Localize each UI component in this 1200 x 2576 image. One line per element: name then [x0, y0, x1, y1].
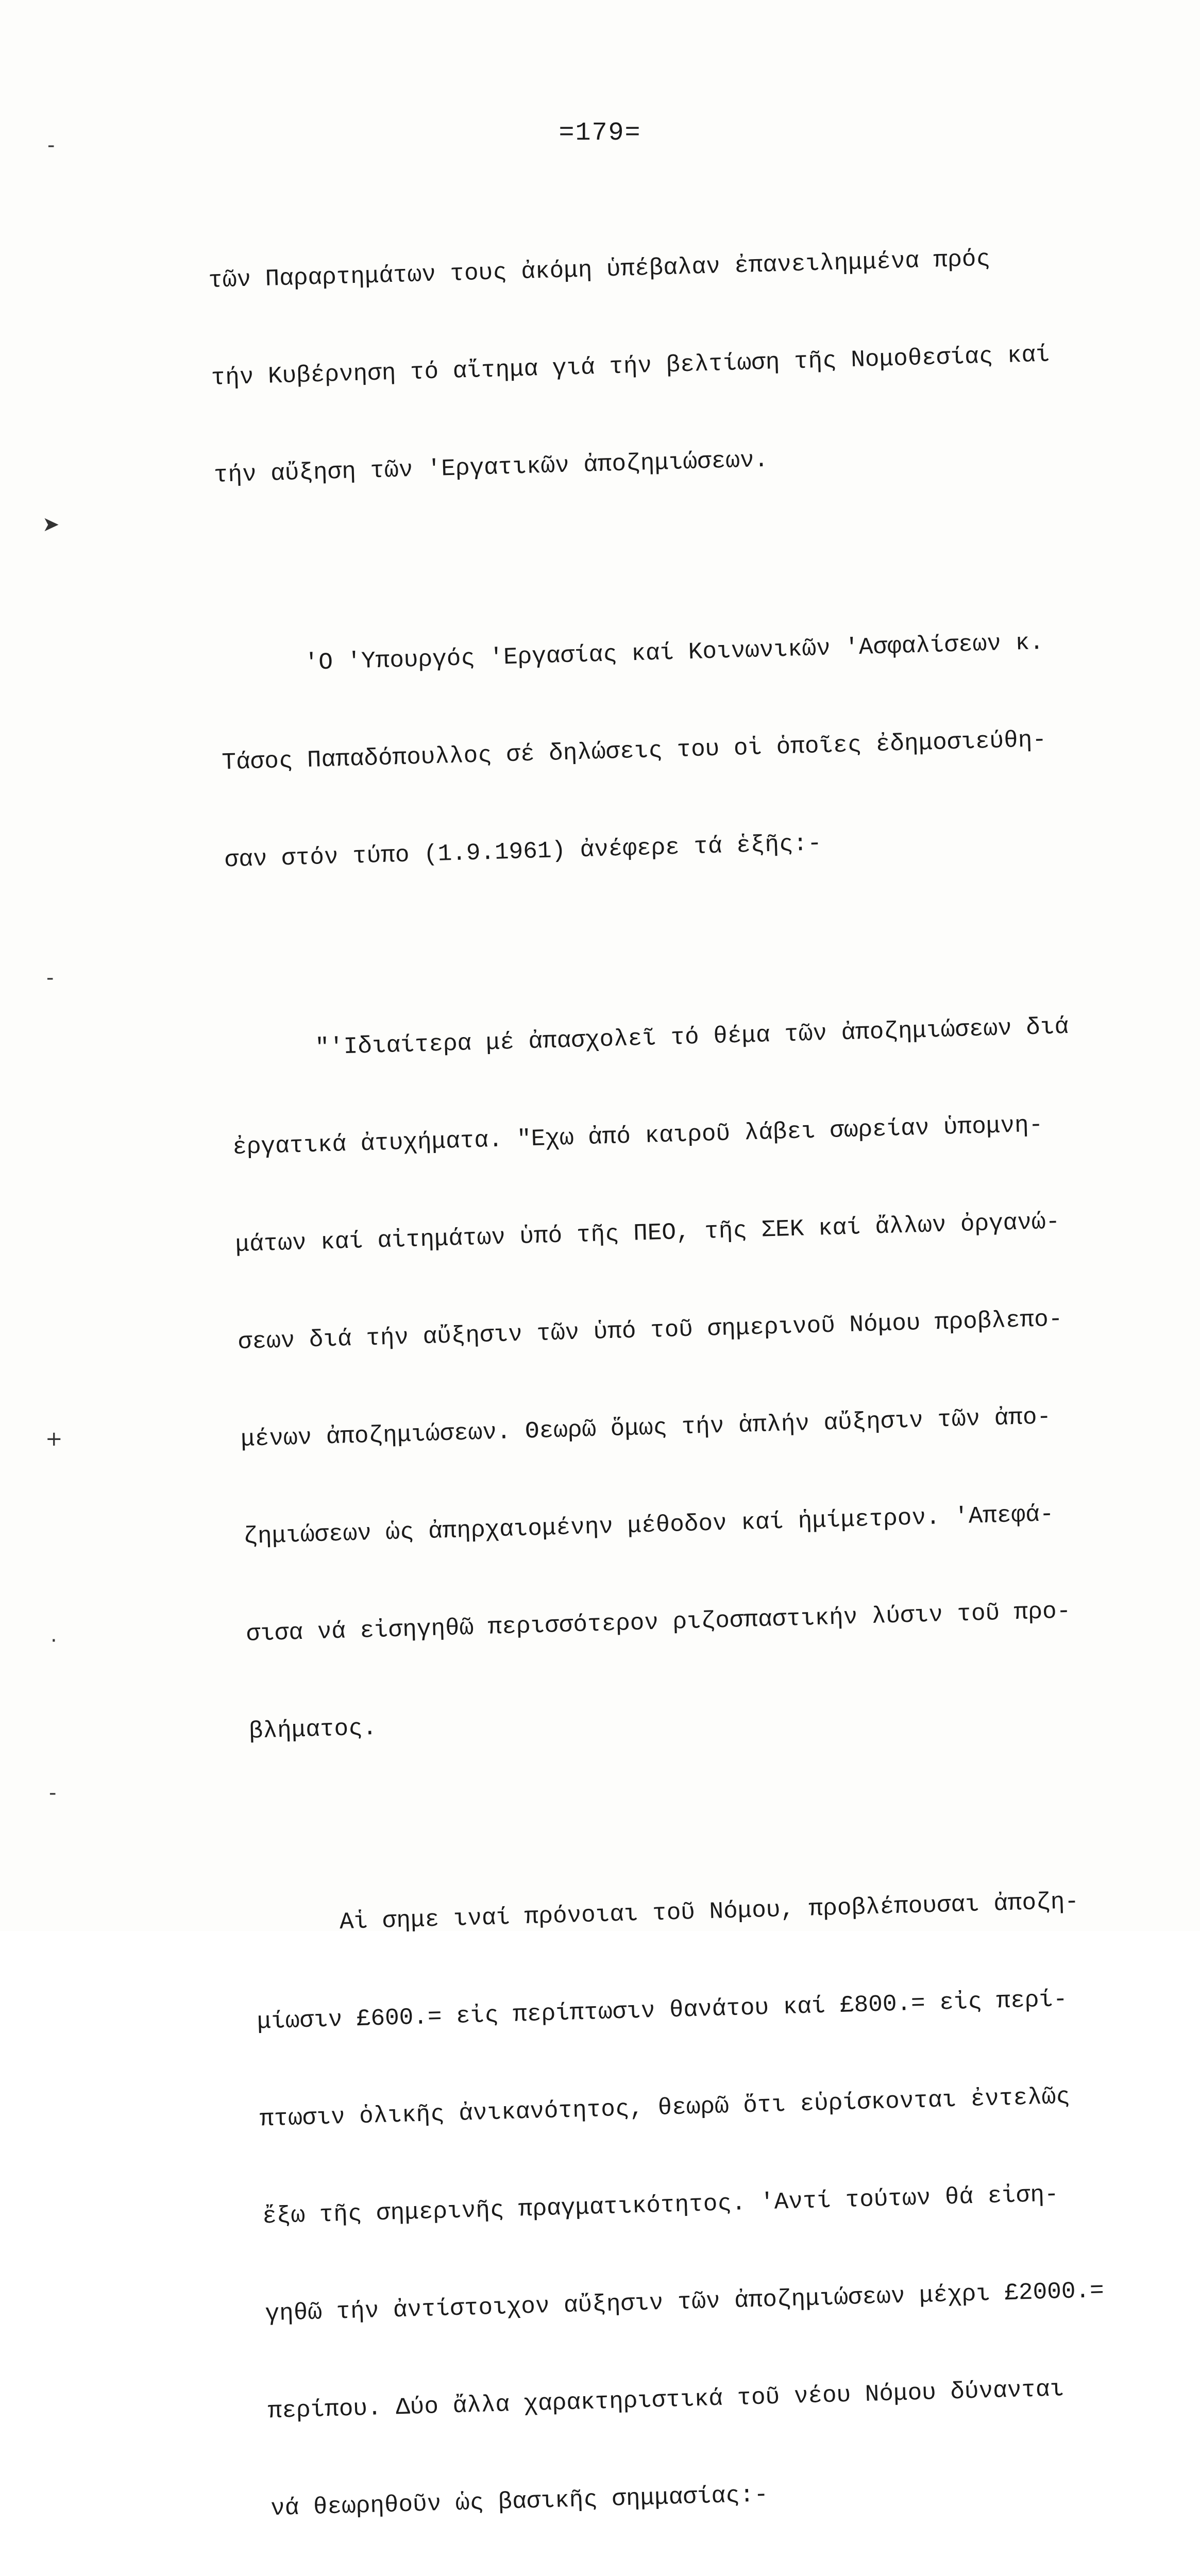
- text-line: γηθῶ τήν ἀντίστοιχον αὔξησιν τῶν ἀποζημιώσεων μέχρι £2000.=: [264, 2277, 1105, 2328]
- text-line: σισα νά εἰσηγηθῶ περισσότερον ριζοσπαστικήν λύσιν τοῦ προ-: [246, 1598, 1071, 1648]
- text-line: μένων ἀποζημιώσεων. Θεωρῶ ὅμως τήν ἁπλήν αὔξησιν τῶν ἀπο-: [240, 1403, 1052, 1453]
- margin-mark-bottom: ‑: [49, 1781, 57, 1805]
- margin-mark-dot-lower: ·: [50, 1629, 57, 1653]
- document-body: [206, 174, 1200, 2576]
- text-line: σεων διά τήν αὔξησιν τῶν ὑπό τοῦ σημερινοῦ Νόμου προβλεπο-: [238, 1306, 1063, 1356]
- text-line: Τάσος Παπαδόπουλλος σέ δηλώσεις του οἱ ὁποῖες ἐδημοσιεύθη-: [221, 726, 1047, 776]
- text-line: νά θεωρηθοῦν ὡς βασικῆς σημμασίας:-: [270, 2481, 769, 2522]
- margin-mark-middle: ‑: [46, 966, 54, 990]
- text-line: τήν αὔξηση τῶν 'Εργατικῶν ἀποζημιώσεων.: [213, 446, 769, 489]
- margin-mark-top: ‑: [47, 133, 55, 157]
- text-line: περίπου. Δύο ἄλλα χαρακτηριστικά τοῦ νέου Νόμου δύνανται: [267, 2376, 1064, 2425]
- text-line: ζημιώσεων ὡς ἀπηρχαιομένην μέθοδον καί ἡμίμετρον. 'Απεφά-: [243, 1501, 1055, 1550]
- margin-mark-plus: +: [45, 1427, 63, 1451]
- text-line: σαν στόν τύπο (1.9.1961) ἀνέφερε τά ἑξῆς:-: [224, 830, 822, 874]
- text-line: ἔξω τῆς σημερινῆς πραγματικότητος. 'Αντί τούτων θά εἰση-: [262, 2181, 1059, 2230]
- margin-mark-arrow: ➤: [42, 513, 60, 536]
- paragraph-2: [217, 558, 1170, 942]
- text-line: 'Ο 'Υπουργός 'Εργασίας καί Κοινωνικῶν 'Ασφαλίσεων κ.: [218, 629, 1044, 679]
- paragraph-4: [252, 1818, 1200, 2576]
- paragraph-1: [206, 174, 1159, 557]
- text-line: μάτων καί αἰτημάτων ὑπό τῆς ΠΕΟ, τῆς ΣΕΚ καί ἄλλων ὀργανώ-: [234, 1208, 1060, 1259]
- text-line: μίωσιν £600.= εἰς περίπτωσιν θανάτου καί £800.= εἰς περί-: [257, 1986, 1068, 2036]
- page-number: =179=: [559, 118, 641, 148]
- text-line: Αἱ σημε ιναί πρόνοιαι τοῦ Νόμου, προβλέπουσαι ἀποζη-: [253, 1888, 1079, 1938]
- text-line: πτωσιν ὁλικῆς ἀνικανότητος, θεωρῶ ὅτι εὑρίσκονται ἐντελῶς: [259, 2083, 1071, 2133]
- paragraph-3: [228, 943, 1194, 1812]
- text-line: τήν Κυβέρνηση τό αἴτημα γιά τήν βελτίωση τῆς Νομοθεσίας καί: [210, 341, 1051, 392]
- text-line: "'Ιδιαίτερα μέ ἀπασχολεῖ τό θέμα τῶν ἀποζημιώσεων διά: [229, 1013, 1069, 1064]
- text-line: βλήματος.: [248, 1714, 378, 1745]
- text-line: τῶν Παραρτημάτων τους ἀκόμη ὑπέβαλαν ἐπανειλημμένα πρός: [208, 245, 991, 294]
- text-line: ἐργατικά ἀτυχήματα. "Εχω ἀπό καιροῦ λάβει σωρείαν ὑπομνη-: [232, 1111, 1043, 1161]
